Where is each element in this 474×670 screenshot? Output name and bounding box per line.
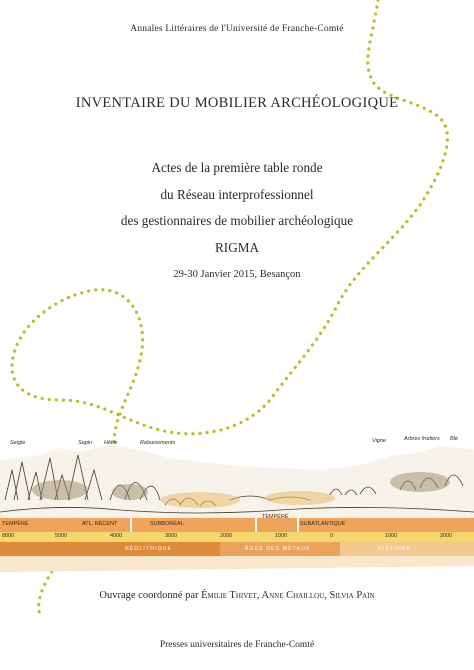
period-label-2: ATL. RÉCENT [82, 521, 118, 527]
period-label-3: SUBBORÉAL [150, 521, 184, 527]
scale-number-4: 3000 [165, 533, 178, 539]
culture-label-3: HISTOIRE [378, 546, 412, 552]
scale-number-2: 5000 [55, 533, 68, 539]
book-title: INVENTAIRE DU MOBILIER ARCHÉOLOGIQUE [75, 95, 399, 111]
sketch-label-5: Reboisements [140, 440, 176, 446]
subtitle-line-4: RIGMA [215, 240, 259, 255]
coordination-editors: Émilie Thivet, Anne Chaillou, Silvia Païn [201, 590, 375, 601]
publisher-series: Annales Littéraires de l'Université de Franche-Comté [130, 24, 344, 34]
period-band [0, 518, 474, 532]
sketch-label-7: Hêtre [104, 440, 118, 446]
scale-number-8: 1000 [385, 533, 398, 539]
coordination-credit [0, 590, 474, 601]
scale-number-3: 4000 [110, 533, 123, 539]
culture-label-2: ÂGES DES MÉTAUX [245, 546, 311, 552]
period-label-4: TEMPÉRÉ [262, 514, 289, 520]
scale-number-7: 0 [330, 533, 334, 539]
event-date: 29-30 Janvier 2015, Besançon [173, 269, 301, 280]
coordination-prefix: Ouvrage coordonné par [99, 590, 199, 601]
publisher-name: Presses universitaires de Franche-Comté [159, 640, 315, 650]
scale-number-6: 1000 [275, 533, 288, 539]
scale-number-1: 8000 [2, 533, 15, 539]
subtitle-line-2: du Réseau interprofessionnel [160, 187, 314, 202]
culture-label-1: NÉOLITHIQUE [125, 546, 173, 552]
period-label-1: TEMPÉRÉ [2, 521, 29, 527]
sketch-label-6: Sapin [78, 440, 93, 446]
period-label-5: SUBATLANTIQUE [300, 521, 346, 527]
sketch-label-1: Vigne [372, 438, 386, 444]
sketch-landscape [0, 445, 474, 518]
sketch-label-4: Seigle [10, 440, 26, 446]
subtitle-line-3: des gestionnaires de mobilier archéologique [120, 213, 354, 228]
sketch-label-3: Blé [450, 436, 458, 442]
subtitle-line-1: Actes de la première table ronde [151, 160, 323, 175]
scale-number-5: 2000 [220, 533, 233, 539]
scale-number-9: 2000 [440, 533, 453, 539]
sketch-label-2: Arbres fruitiers [404, 436, 440, 442]
scale-band [0, 532, 474, 542]
